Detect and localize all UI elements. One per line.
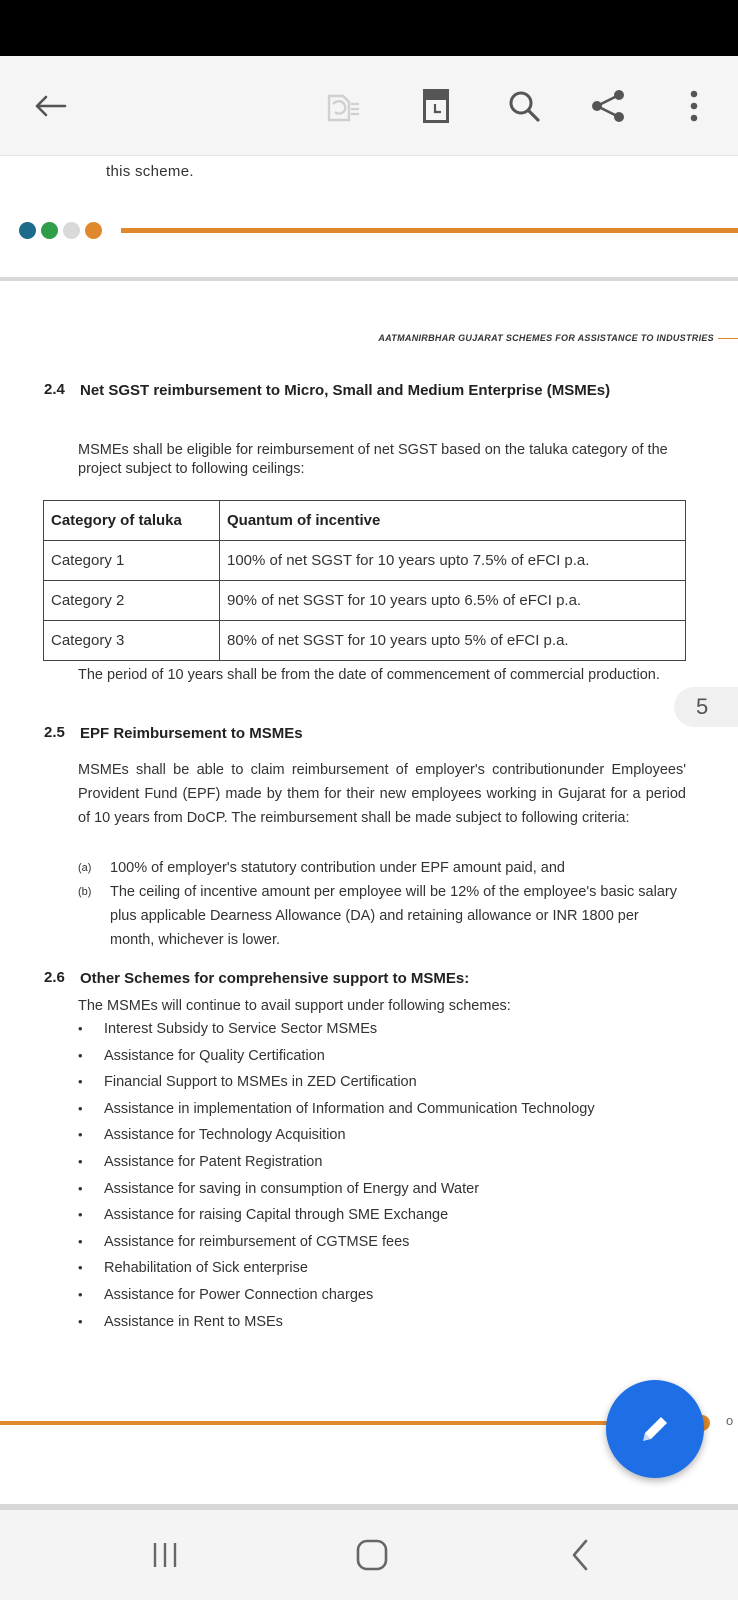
more-options-button[interactable]: [666, 78, 722, 134]
back-button[interactable]: [22, 78, 78, 134]
orange-divider: [121, 228, 738, 233]
back-arrow-icon: [33, 94, 67, 118]
more-vert-icon: [689, 89, 699, 123]
edit-button[interactable]: [606, 1380, 704, 1478]
section-number: 2.4: [44, 381, 65, 398]
share-button[interactable]: [580, 78, 636, 134]
decorative-dot: [41, 222, 58, 239]
section-title: EPF Reimbursement to MSMEs: [80, 725, 303, 742]
table-header: Quantum of incentive: [220, 501, 686, 541]
schemes-list: [78, 1017, 638, 1336]
table-cell: Category 1: [44, 541, 220, 581]
recents-button[interactable]: [135, 1530, 195, 1580]
list-item: • Assistance for Technology Acquisition: [78, 1123, 638, 1147]
nav-back-icon: [568, 1538, 592, 1572]
page-number-badge: 5: [674, 687, 738, 727]
section-2-4-intro: MSMEs shall be eligible for reimbursement of net SGST based on the taluka category of the project subject to following ceilings:: [78, 442, 668, 477]
header-rule: [718, 338, 738, 339]
table-cell: 80% of net SGST for 10 years upto 5% of eFCI p.a.: [220, 621, 686, 661]
incentive-table: [43, 500, 686, 661]
list-item: • Assistance for raising Capital through SME Exchange: [78, 1203, 638, 1227]
status-bar: [0, 0, 738, 56]
list-item: • Interest Subsidy to Service Sector MSMEs: [78, 1017, 638, 1041]
list-item: [78, 880, 678, 952]
share-icon: [589, 88, 627, 124]
section-2-6-intro: The MSMEs will continue to avail support under following schemes:: [78, 998, 511, 1014]
list-item: • Assistance for Patent Registration: [78, 1150, 638, 1174]
section-number: 2.6: [44, 969, 65, 986]
list-marker: (b): [78, 886, 92, 898]
table-row: [44, 541, 686, 581]
list-item: • Assistance for Power Connection charges: [78, 1283, 638, 1307]
recents-icon: [150, 1541, 180, 1569]
table-row: [44, 581, 686, 621]
running-header: AATMANIRBHAR GUJARAT SCHEMES FOR ASSISTANCE TO INDUSTRIES: [378, 333, 714, 343]
viewer-toolbar: [0, 56, 738, 156]
document-view[interactable]: [0, 157, 738, 1513]
search-icon: [506, 88, 542, 124]
list-item: • Assistance in Rent to MSEs: [78, 1310, 638, 1334]
criteria-list: [78, 856, 678, 952]
table-cell: Category 2: [44, 581, 220, 621]
page-view-button[interactable]: [408, 78, 464, 134]
table-header-row: [44, 501, 686, 541]
decorative-dot: [85, 222, 102, 239]
list-item: • Assistance for Quality Certification: [78, 1044, 638, 1068]
list-item: • Financial Support to MSMEs in ZED Certification: [78, 1070, 638, 1094]
section-title: Other Schemes for comprehensive support to MSMEs:: [80, 970, 470, 987]
table-cell: Category 3: [44, 621, 220, 661]
search-button[interactable]: [496, 78, 552, 134]
nav-back-button[interactable]: [550, 1530, 610, 1580]
list-item: • Assistance in implementation of Information and Communication Technology: [78, 1097, 638, 1121]
list-item: • Assistance for reimbursement of CGTMSE fees: [78, 1230, 638, 1254]
list-item-text: 100% of employer's statutory contribution under EPF amount paid, and: [110, 860, 565, 876]
edit-pencil-icon: [635, 1409, 675, 1449]
list-marker: (a): [78, 862, 92, 874]
previous-page-text: this scheme.: [106, 163, 194, 180]
home-button[interactable]: [342, 1530, 402, 1580]
table-cell: 90% of net SGST for 10 years upto 6.5% of eFCI p.a.: [220, 581, 686, 621]
reading-mode-button[interactable]: [314, 78, 370, 134]
page-separator: [0, 277, 738, 281]
table-header: Category of taluka: [44, 501, 220, 541]
orange-divider: [0, 1421, 700, 1425]
edge-text: o: [726, 1413, 734, 1428]
section-title: Net SGST reimbursement to Micro, Small and Medium Enterprise (MSMEs): [80, 382, 611, 399]
section-2-5-body: [78, 758, 686, 830]
list-item: • Rehabilitation of Sick enterprise: [78, 1256, 638, 1280]
navigation-bar: [0, 1510, 738, 1600]
page-view-icon: [421, 87, 451, 125]
decorative-dot: [19, 222, 36, 239]
section-number: 2.5: [44, 724, 65, 741]
section-2-4-note: The period of 10 years shall be from the date of commencement of commercial production.: [78, 667, 660, 683]
home-icon: [355, 1538, 389, 1572]
table-cell: 100% of net SGST for 10 years upto 7.5% of eFCI p.a.: [220, 541, 686, 581]
reading-mode-icon: [320, 86, 364, 126]
table-row: [44, 621, 686, 661]
section-2-5-body-text: MSMEs shall be able to claim reimbursement of employer's contributionunder Employees' Provident Fund (EPF) made by them for their new employees working in Gujarat for a period of 10 years from DoCP. The reimbursement shall be made subject to following criteria:: [78, 762, 686, 826]
list-item: • Assistance for saving in consumption of Energy and Water: [78, 1177, 638, 1201]
decorative-dot: [63, 222, 80, 239]
list-item: [78, 856, 678, 880]
list-item-text: The ceiling of incentive amount per employee will be 12% of the employee's basic salary plus applicable Dearness Allowance (DA) and retaining allowance or INR 1800 per month, whichever is lower.: [110, 884, 677, 948]
